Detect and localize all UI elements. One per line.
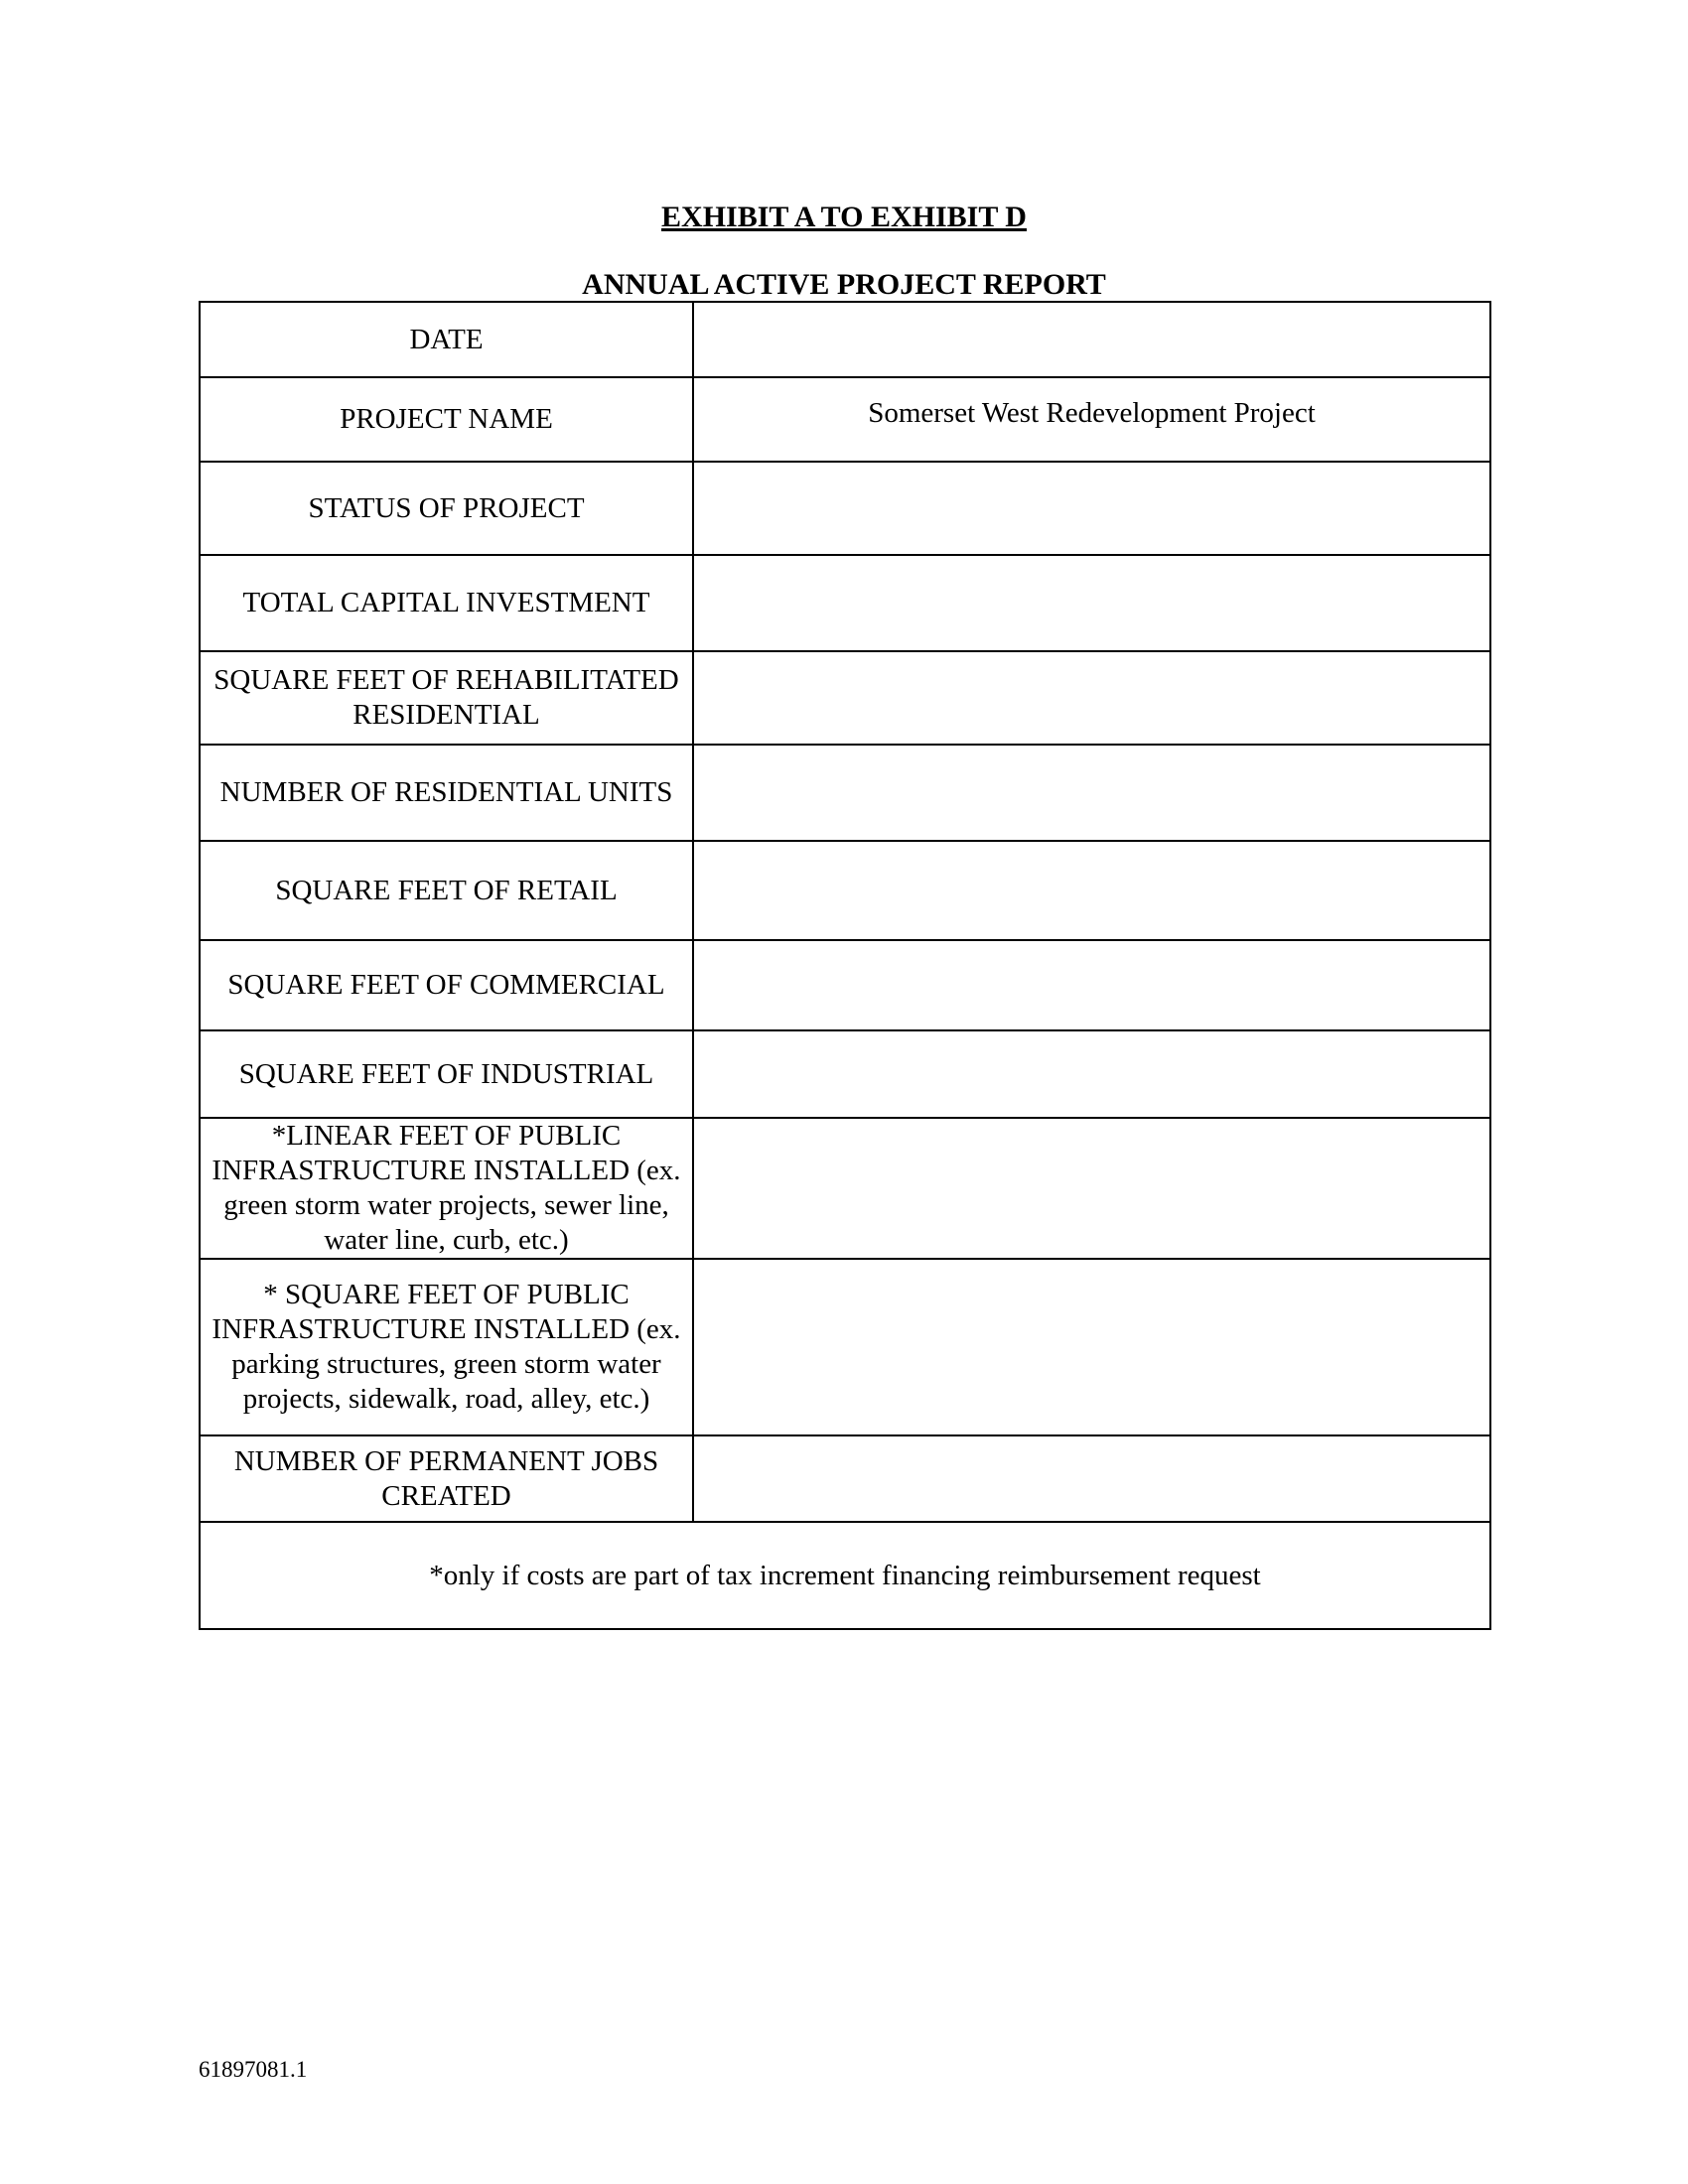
row-label-commercial: SQUARE FEET OF COMMERCIAL [200, 940, 693, 1030]
row-value-date[interactable] [693, 302, 1490, 377]
row-label-date: DATE [200, 302, 693, 377]
exhibit-title: EXHIBIT A TO EXHIBIT D [661, 201, 1027, 233]
table-row-project-name [200, 377, 1490, 462]
table-row-commercial [200, 940, 1490, 1030]
row-label-permanent-jobs: NUMBER OF PERMANENT JOBS CREATED [200, 1435, 693, 1522]
project-name-value: Somerset West Redevelopment Project [868, 397, 1316, 429]
row-value-linear-infrastructure[interactable] [693, 1118, 1490, 1259]
table-row-capital-investment [200, 555, 1490, 651]
table-row-date [200, 302, 1490, 377]
row-value-project-name[interactable] [693, 377, 1490, 462]
row-label-status: STATUS OF PROJECT [200, 462, 693, 555]
table-row-footnote [200, 1522, 1490, 1629]
table-row-residential-units [200, 745, 1490, 841]
report-title: ANNUAL ACTIVE PROJECT REPORT [582, 268, 1106, 301]
document-id: 61897081.1 [199, 2057, 308, 2082]
row-value-commercial[interactable] [693, 940, 1490, 1030]
row-label-rehab-residential: SQUARE FEET OF REHABILITATED RESIDENTIAL [200, 651, 693, 745]
row-value-industrial[interactable] [693, 1030, 1490, 1118]
table-row-permanent-jobs [200, 1435, 1490, 1522]
row-label-retail: SQUARE FEET OF RETAIL [200, 841, 693, 940]
row-value-capital-investment[interactable] [693, 555, 1490, 651]
row-label-project-name: PROJECT NAME [200, 377, 693, 462]
table-row-retail [200, 841, 1490, 940]
row-value-permanent-jobs[interactable] [693, 1435, 1490, 1522]
footnote-text: *only if costs are part of tax increment financing reimbursement request [200, 1522, 1490, 1629]
row-label-square-infrastructure: * SQUARE FEET OF PUBLIC INFRASTRUCTURE INSTALLED (ex. parking structures, green storm water projects, sidewalk, road, alley, etc.) [200, 1259, 693, 1435]
row-label-industrial: SQUARE FEET OF INDUSTRIAL [200, 1030, 693, 1118]
row-label-linear-infrastructure: *LINEAR FEET OF PUBLIC INFRASTRUCTURE INSTALLED (ex. green storm water projects, sewer line, water line, curb, etc.) [200, 1118, 693, 1259]
row-value-rehab-residential[interactable] [693, 651, 1490, 745]
row-label-capital-investment: TOTAL CAPITAL INVESTMENT [200, 555, 693, 651]
row-label-residential-units: NUMBER OF RESIDENTIAL UNITS [200, 745, 693, 841]
table-row-industrial [200, 1030, 1490, 1118]
table-row-status [200, 462, 1490, 555]
row-value-status[interactable] [693, 462, 1490, 555]
row-value-square-infrastructure[interactable] [693, 1259, 1490, 1435]
table-row-rehab-residential [200, 651, 1490, 745]
row-value-retail[interactable] [693, 841, 1490, 940]
table-row-square-infrastructure [200, 1259, 1490, 1435]
annual-report-table [199, 301, 1491, 1630]
table-row-linear-infrastructure [200, 1118, 1490, 1259]
row-value-residential-units[interactable] [693, 745, 1490, 841]
